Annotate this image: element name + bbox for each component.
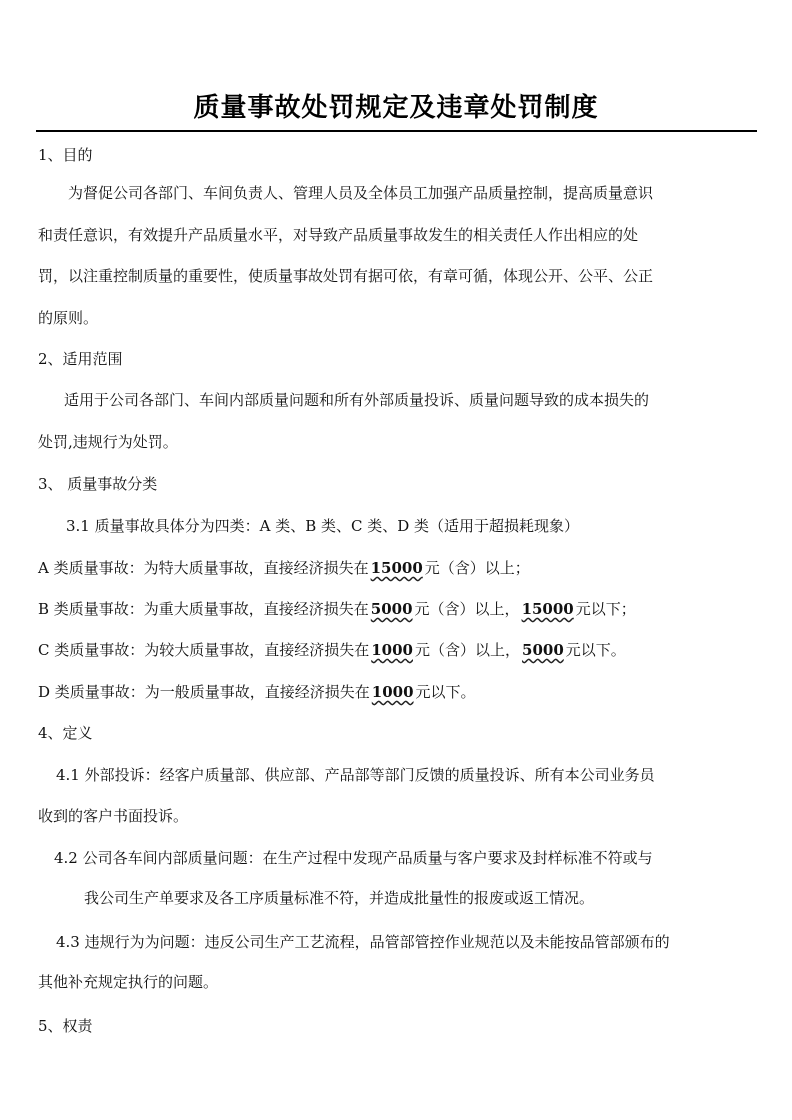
section-3-subheading: 3.1 质量事故具体分为四类：A 类、B 类、C 类、D 类（适用于超损耗现象） [66, 517, 580, 535]
title-divider [36, 130, 757, 132]
section-5-heading: 5、权责 [38, 1017, 93, 1035]
section-2-line-1: 适用于公司各部门、车间内部质量问题和所有外部质量投诉、质量问题导致的成本损失的 [64, 391, 650, 409]
class-b-amount-lower: 5000 [370, 600, 413, 618]
section-3-heading: 3、 质量事故分类 [38, 475, 158, 493]
class-b-suffix: 元以下； [575, 600, 636, 618]
section-1-line-2: 和责任意识，有效提升产品质量水平，对导致产品质量事故发生的相关责任人作出相应的处 [38, 226, 639, 244]
definition-4-2-line-1: 4.2 公司各车间内部质量问题：在生产过程中发现产品质量与客户要求及封样标准不符或与 [54, 849, 653, 867]
section-1-line-1: 为督促公司各部门、车间负责人、管理人员及全体员工加强产品质量控制，提高质量意识 [68, 184, 654, 202]
section-2-heading: 2、适用范围 [38, 350, 123, 368]
class-b-text: B 类质量事故：为重大质量事故，直接经济损失在 [38, 600, 369, 618]
class-a-line [38, 558, 530, 578]
class-c-amount-lower: 1000 [371, 641, 413, 659]
definition-4-1-line-1: 4.1 外部投诉：经客户质量部、供应部、产品部等部门反馈的质量投诉、所有本公司业务员 [56, 766, 655, 784]
definition-4-1-line-2: 收到的客户书面投诉。 [38, 807, 189, 825]
class-c-suffix: 元以下。 [565, 641, 626, 659]
class-d-text: D 类质量事故：为一般质量事故，直接经济损失在 [38, 683, 370, 701]
definition-4-3-line-2: 其他补充规定执行的问题。 [38, 973, 219, 991]
class-d-line [38, 682, 476, 702]
section-1-heading: 1、目的 [38, 146, 93, 164]
definition-4-3-line-1: 4.3 违规行为为问题：违反公司生产工艺流程，品管部管控作业规范以及未能按品管部颁布的 [56, 933, 670, 951]
definition-4-2-line-2: 我公司生产单要求及各工序质量标准不符，并造成批量性的报废或返工情况。 [84, 889, 595, 907]
class-d-amount: 1000 [371, 683, 414, 701]
class-d-suffix: 元以下。 [415, 683, 476, 701]
class-c-amount-upper: 5000 [522, 641, 564, 659]
class-b-line [38, 599, 636, 619]
class-c-line [38, 640, 626, 660]
class-a-suffix: 元（含）以上； [424, 559, 530, 577]
class-c-text: C 类质量事故：为较大质量事故，直接经济损失在 [38, 641, 370, 659]
class-c-middle: 元（含）以上， [415, 641, 521, 659]
section-2-line-2: 处罚,违规行为处罚。 [38, 433, 178, 451]
class-a-text: A 类质量事故：为特大质量事故，直接经济损失在 [38, 559, 369, 577]
class-b-middle: 元（含）以上， [414, 600, 520, 618]
section-4-heading: 4、定义 [38, 724, 93, 742]
section-1-line-4: 的原则。 [38, 309, 99, 327]
document-title: 质量事故处罚规定及违章处罚制度 [193, 93, 599, 123]
class-b-amount-upper: 15000 [521, 600, 574, 618]
class-a-amount: 15000 [370, 559, 423, 577]
section-1-line-3: 罚，以注重控制质量的重要性，使质量事故处罚有据可依，有章可循，体现公开、公平、公正 [38, 267, 654, 285]
